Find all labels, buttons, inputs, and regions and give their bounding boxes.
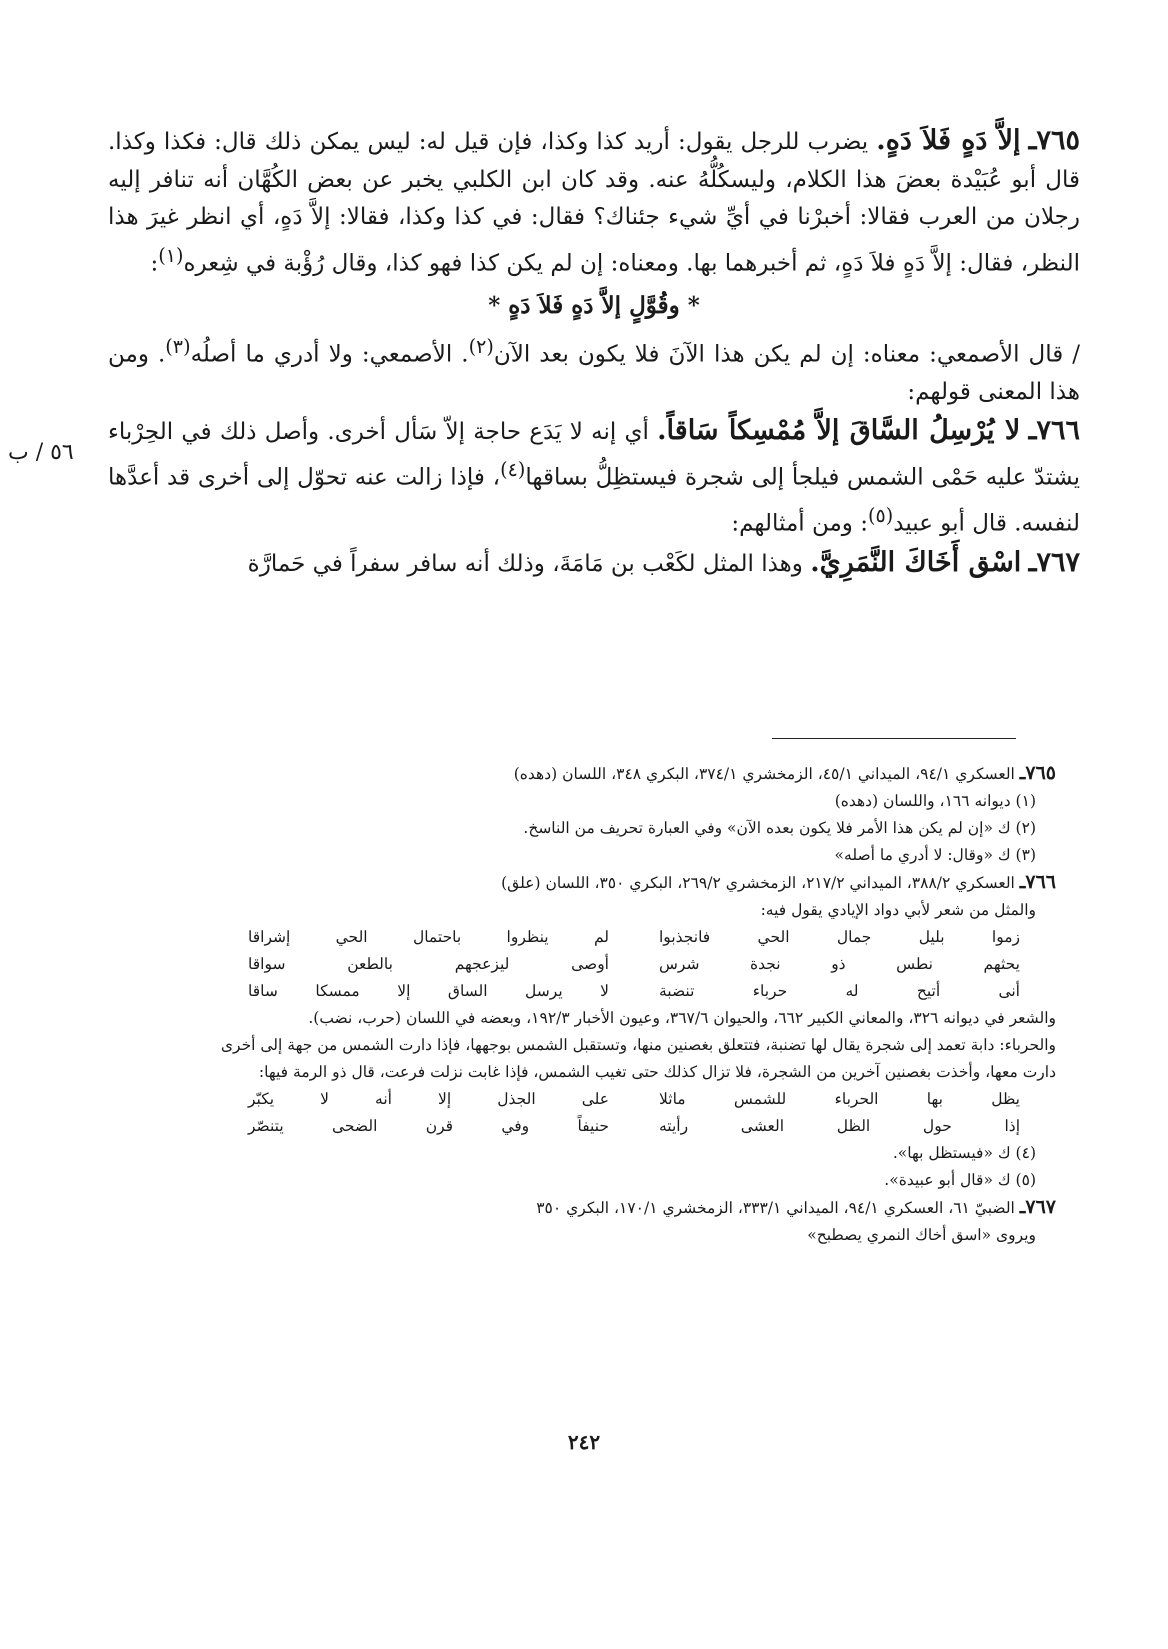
hemistich: لا يرسل الساق إلا ممسكا ساقا bbox=[248, 982, 609, 1000]
entry-number: ٧٦٥ـ bbox=[1028, 125, 1081, 156]
proverb-headword: إلاَّ دَهٍ فَلاَ دَهٍ. bbox=[876, 125, 1021, 156]
note-765: ٧٦٥ـ العسكري ٩٤/١، الميداني ٤٥/١، الزمخشري ٣٧٤/١، البكري ٣٤٨، اللسان (دهده) bbox=[513, 762, 1056, 784]
footnotes bbox=[218, 760, 1056, 1249]
footnote-4: (٤) ك «فيستظل بها». bbox=[892, 1144, 1036, 1162]
main-text bbox=[108, 122, 1080, 583]
footnote-5: (٥) ك «قال أبو عبيدة». bbox=[884, 1171, 1036, 1189]
hemistich: على الجذل إلا أنه لا يكبّر bbox=[248, 1090, 609, 1108]
verse-line: * وقُوَّلٍ إلاَّ دَهٍ فَلاَ دَهٍ * bbox=[488, 291, 700, 319]
entry-number: ٧٦٧ـ bbox=[1028, 546, 1080, 578]
poem-dhu-al-rumma bbox=[218, 1086, 1056, 1140]
entry-number: ٧٦٦ـ bbox=[1028, 414, 1081, 446]
hemistich: أنى أتيح له حرباء تنضبة bbox=[659, 982, 1020, 1000]
proverb-headword: لا يُرْسِلُ السَّاقَ إلاَّ مُمْسِكاً سَاقاً. bbox=[657, 414, 1021, 446]
entry-text: يضرب للرجل يقول: أريد كذا وكذا، فإن قيل له: ليس يمكن ذلك قال: فكذا وكذا. قال أبو عُبَيْدة بعضَ هذا الكلام، وليسكُلُّهُ عنه. وقد كان ابن الكلبي يخبر عن بعض الكُهَّان أنه تنافر إليه رجلان من العرب فقالا: أخبرْنا في أيِّ شيء جئناك؟ فقال: في كذا وكذا، فقالا: إلاَّ دَهٍ، أي انظر غيرَ هذا النظر، فقال: إلاَّ دَهٍ فلاَ دَهٍ، ثم أخبرهما بها. ومعناه: إن لم يكن كذا فهو كذا، وقال رُؤْبة في شِعره bbox=[108, 129, 1080, 277]
variant-reading: ويروى «اسق أخاك النمري يصطبح» bbox=[807, 1226, 1036, 1244]
hemistich: حنيفاً وفي قرن الضحى يتنصّر bbox=[248, 1117, 609, 1135]
folio-margin-note: ٥٦ / ب bbox=[8, 440, 74, 465]
footnote-ref: (٣) bbox=[165, 335, 191, 359]
footnote-ref: (١) bbox=[158, 243, 184, 267]
footnote-ref: (٤) bbox=[500, 458, 526, 482]
chameleon-note: والحرباء: دابة تعمد إلى شجرة يقال لها تضنبة، فتتعلق بغصنين منها، وتستقبل الشمس بوجهها، فإذا دارت الشمس من جهة إلى أخرى دارت معها، وأخذت بغصنين آخرين من الشجرة، فلا تزال كذلك حتى تغيب الشمس، فإذا غابت نزلت فرعت، قال ذو الرمة فيها: bbox=[220, 1036, 1056, 1081]
poem-intro: والمثل من شعر لأبي دواد الإيادي يقول فيه: bbox=[760, 901, 1036, 919]
hemistich: إذا حول الظل العشى رأيته bbox=[659, 1117, 1020, 1135]
footnote-1: (١) ديوانه ١٦٦، واللسان (دهده) bbox=[834, 792, 1036, 810]
hemistich: زموا بليل جمال الحي فانجذبوا bbox=[659, 928, 1020, 946]
hemistich: لم ينظروا باحتمال الحي إشراقا bbox=[248, 928, 609, 946]
footnote-ref: (٢) bbox=[468, 335, 494, 359]
note-767: ٧٦٧ـ الضبيّ ٦١، العسكري ٩٤/١، الميداني ٣٣٣/١، الزمخشري ١٧٠/١، البكري ٣٥٠ bbox=[536, 1196, 1056, 1218]
poem-abu-duwad bbox=[218, 924, 1056, 1005]
hemistich: يظل بها الحرباء للشمس ماثلا bbox=[659, 1090, 1020, 1108]
entry-767: ٧٦٧ـ اسْق أَخَاكَ النَّمَرِيَّ. وهذا المثل لكَعْب بن مَامَةَ، وذلك أنه سافر سفراً في حَمارَّة bbox=[247, 546, 1080, 578]
entry-765: ٧٦٥ـ إلاَّ دَهٍ فَلاَ دَهٍ. يضرب للرجل يقول: أريد كذا وكذا، فإن قيل له: ليس يمكن ذلك قال: فكذا وكذا. قال أبو عُبَيْدة بعضَ هذا الكلام، وليسكُلُّهُ عنه. وقد كان ابن الكلبي يخبر عن بعض الكُهَّان أنه تنافر إليه رجلان من العرب فقالا: أخبرْنا في أيِّ شيء جئناك؟ فقال: في كذا وكذا، فقالا: إلاَّ دَهٍ، أي انظر غيرَ هذا النظر، فقال: إلاَّ دَهٍ فلاَ دَهٍ، ثم أخبرهما بها. ومعناه: إن لم يكن كذا فهو كذا، وقال رُؤْبة في شِعره$^{(١)}$: bbox=[108, 125, 1081, 277]
poem-sources: والشعر في ديوانه ٣٢٦، والمعاني الكبير ٦٦٢، والحيوان ٣٦٧/٦، وعيون الأخبار ١٩٢/٣، وبعضه في اللسان (حرب، نضب). bbox=[308, 1009, 1056, 1027]
hemistich: يحثهم نطس ذو نجدة شرس bbox=[659, 955, 1020, 973]
page-number: ٢٤٢ bbox=[567, 1430, 601, 1454]
footnote-2: (٢) ك «إن لم يكن هذا الأمر فلا يكون بعده الآن» وفي العبارة تحريف من الناسخ. bbox=[523, 819, 1036, 837]
hemistich: أوصى ليزعجهم بالطعن سواقا bbox=[248, 955, 609, 973]
note-766: ٧٦٦ـ العسكري ٣٨٨/٢، الميداني ٢١٧/٢، الزمخشري ٢٦٩/٢، البكري ٣٥٠، اللسان (علق) bbox=[501, 871, 1056, 893]
footnote-divider bbox=[772, 738, 1016, 739]
asmai-paragraph: / قال الأصمعي: معناه: إن لم يكن هذا الآنَ فلا يكون بعد الآن$^{(٢)}$. الأصمعي: ولا أدري ما أصلُه$^{(٣)}$. ومن هذا المعنى قولهم: bbox=[108, 335, 1081, 406]
footnote-ref: (٥) bbox=[867, 504, 894, 528]
proverb-headword: اسْق أَخَاكَ النَّمَرِيَّ. bbox=[810, 546, 1022, 578]
entry-766: ٧٦٦ـ لا يُرْسِلُ السَّاقَ إلاَّ مُمْسِكاً سَاقاً. أي إنه لا يَدَع حاجة إلاّ سَأل أخرى. وأصل ذلك في الحِرْباء يشتدّ عليه حَمْى الشمس فيلجأ إلى شجرة فيستظِلُّ بساقها$^{(٤)}$، فإذا زالت عنه تحوّل إلى أخرى قد أعدَّها لنفسه. قال أبو عبيد$^{(٥)}$: ومن أمثالهم: bbox=[108, 414, 1081, 538]
footnote-3: (٣) ك «وقال: لا أدري ما أصله» bbox=[834, 846, 1036, 864]
